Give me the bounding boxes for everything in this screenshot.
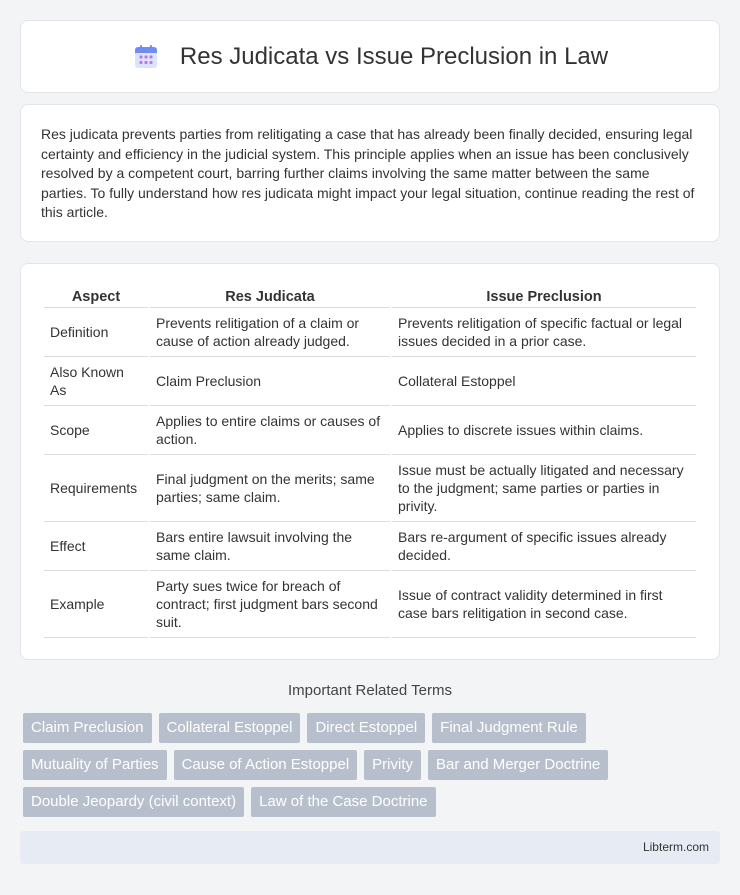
res-judicata-cell: Claim Preclusion	[150, 357, 390, 406]
issue-preclusion-cell: Collateral Estoppel	[392, 357, 696, 406]
aspect-cell: Also Known As	[44, 357, 148, 406]
res-judicata-cell: Bars entire lawsuit involving the same claim.	[150, 522, 390, 571]
tag-cause-of-action-estoppel[interactable]: Cause of Action Estoppel	[174, 750, 358, 780]
aspect-cell: Scope	[44, 406, 148, 455]
page-title: Res Judicata vs Issue Preclusion in Law	[179, 42, 609, 70]
res-judicata-cell: Party sues twice for breach of contract; first judgment bars second suit.	[150, 571, 390, 638]
header-card	[20, 20, 720, 93]
intro-text: Res judicata prevents parties from relitigating a case that has already been finally decided, ensuring legal certainty and efficiency in the judicial system. This principle applies when an issue has been conclusively resolved by a competent court, barring further claims involving the same matter between the same parties. To fully understand how res judicata might impact your legal situation, continue reading the rest of this article.	[41, 126, 695, 220]
table-row	[44, 406, 696, 455]
issue-preclusion-cell: Issue must be actually litigated and necessary to the judgment; same parties or parties in privity.	[392, 455, 696, 522]
tag-direct-estoppel[interactable]: Direct Estoppel	[307, 713, 425, 743]
issue-preclusion-cell: Issue of contract validity determined in first case bars relitigation in second case.	[392, 571, 696, 638]
table-row	[44, 357, 696, 406]
tag-row	[23, 750, 723, 780]
tag-final-judgment-rule[interactable]: Final Judgment Rule	[432, 713, 586, 743]
aspect-cell: Requirements	[44, 455, 148, 522]
intro-card	[20, 104, 720, 242]
tag-mutuality-of-parties[interactable]: Mutuality of Parties	[23, 750, 167, 780]
tag-row	[23, 787, 723, 817]
calendar-icon	[132, 43, 160, 71]
footer-site-link[interactable]: Libterm.com	[642, 840, 709, 854]
table-header-row	[44, 284, 696, 308]
issue-preclusion-cell: Prevents relitigation of specific factual or legal issues decided in a prior case.	[392, 308, 696, 357]
tag-double-jeopardy[interactable]: Double Jeopardy (civil context)	[23, 787, 244, 817]
tag-law-of-the-case-doctrine[interactable]: Law of the Case Doctrine	[251, 787, 435, 817]
issue-preclusion-cell: Bars re-argument of specific issues already decided.	[392, 522, 696, 571]
tag-privity[interactable]: Privity	[364, 750, 421, 780]
header-issue-preclusion: Issue Preclusion	[392, 284, 696, 308]
issue-preclusion-cell: Applies to discrete issues within claims.	[392, 406, 696, 455]
footer	[20, 831, 720, 864]
tag-row	[23, 713, 723, 743]
table-row	[44, 455, 696, 522]
table-row	[44, 522, 696, 571]
res-judicata-cell: Final judgment on the merits; same parties; same claim.	[150, 455, 390, 522]
header-aspect: Aspect	[44, 284, 148, 308]
table-row	[44, 308, 696, 357]
table-row	[44, 571, 696, 638]
aspect-cell: Effect	[44, 522, 148, 571]
aspect-cell: Example	[44, 571, 148, 638]
related-terms-title: Important Related Terms	[288, 682, 452, 699]
tag-claim-preclusion[interactable]: Claim Preclusion	[23, 713, 152, 743]
tag-collateral-estoppel[interactable]: Collateral Estoppel	[159, 713, 301, 743]
aspect-cell: Definition	[44, 308, 148, 357]
comparison-table	[42, 284, 698, 638]
header-res-judicata: Res Judicata	[150, 284, 390, 308]
related-terms-list	[23, 713, 723, 824]
res-judicata-cell: Prevents relitigation of a claim or cause of action already judged.	[150, 308, 390, 357]
tag-bar-and-merger-doctrine[interactable]: Bar and Merger Doctrine	[428, 750, 608, 780]
res-judicata-cell: Applies to entire claims or causes of action.	[150, 406, 390, 455]
comparison-table-card	[20, 263, 720, 660]
